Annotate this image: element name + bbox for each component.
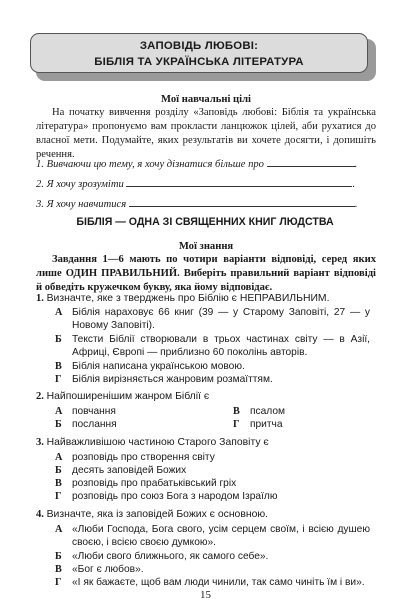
goal-end-1: .	[354, 159, 358, 170]
goal-blank-2[interactable]	[126, 176, 352, 187]
banner-title-line2: БІБЛІЯ ТА УКРАЇНСЬКА ЛІТЕРАТУРА	[94, 56, 304, 68]
goal-blank-3[interactable]	[129, 196, 355, 207]
q3-option-g[interactable]	[55, 490, 370, 503]
question-3	[36, 436, 376, 450]
q3-option-v[interactable]	[55, 477, 370, 490]
q3-option-a-text: розповідь про створення світу	[72, 452, 215, 463]
q2-option-a-letter[interactable]: А	[55, 406, 63, 417]
q1-option-g[interactable]	[55, 373, 370, 386]
q4-option-v[interactable]	[55, 563, 370, 576]
q2-option-v-text: псалом	[250, 406, 286, 417]
q4-option-a-text: «Люби Господа, Бога свого, усім серцем своїм, і всією душею своєю, і всією своєю думкою».	[72, 524, 370, 549]
q1-option-a[interactable]	[55, 306, 370, 333]
q3-option-b[interactable]	[55, 464, 370, 477]
question-4-number: 4.	[36, 509, 44, 520]
q3-option-a-letter[interactable]: А	[55, 452, 63, 463]
q1-option-b[interactable]	[55, 333, 370, 360]
q3-option-v-text: розповідь про прабатьківський гріх	[72, 478, 237, 489]
goal-line-2[interactable]	[36, 176, 376, 192]
q2-option-g[interactable]	[233, 418, 283, 431]
goal-end-2: .	[352, 179, 356, 190]
q1-option-g-text: Біблія вирізняється жанровим розмаїттям.	[72, 374, 273, 385]
instructions	[36, 253, 376, 295]
question-2	[36, 390, 376, 404]
q4-option-b[interactable]	[55, 550, 370, 563]
goal-end-3: .	[354, 199, 358, 210]
question-2-number: 2.	[36, 391, 44, 402]
question-1-number: 1.	[36, 293, 44, 304]
q4-option-a[interactable]	[55, 523, 370, 550]
goal-prompt-2: 2. Я хочу зрозуміти	[36, 179, 124, 190]
question-4	[36, 508, 376, 522]
q2-option-a[interactable]	[55, 405, 116, 418]
q1-option-g-letter[interactable]: Г	[55, 374, 62, 385]
question-1-text: Визначте, яке з тверджень про Біблію є НЕПРАВИЛЬНИМ.	[46, 293, 330, 304]
section-title: БІБЛІЯ — ОДНА ЗІ СВЯЩЕННИХ КНИГ ЛЮДСТВА	[76, 216, 334, 228]
q1-option-v-text: Біблія написана українською мовою.	[72, 361, 245, 372]
goal-line-1[interactable]	[36, 156, 376, 172]
goal-prompt-3: 3. Я хочу навчитися	[36, 199, 127, 210]
chapter-banner	[30, 33, 368, 73]
q2-option-g-letter[interactable]: Г	[233, 419, 240, 430]
question-3-text: Найважливішою частиною Старого Заповіту є	[46, 437, 269, 448]
page-number: 15	[200, 589, 211, 601]
q3-option-g-letter[interactable]: Г	[55, 491, 62, 502]
q4-option-v-letter[interactable]: В	[55, 564, 62, 575]
goal-blank-1[interactable]	[267, 156, 355, 167]
knowledge-heading: Мої знання	[178, 241, 234, 252]
q4-option-a-letter[interactable]: А	[55, 524, 63, 535]
q4-option-b-letter[interactable]: Б	[55, 551, 62, 562]
q3-option-b-text: десять заповідей Божих	[72, 465, 187, 476]
q3-option-b-letter[interactable]: Б	[55, 465, 62, 476]
q2-option-a-text: повчання	[72, 406, 116, 417]
instructions-text: Завдання 1—6 мають по чотири варіанти відповіді, серед яких лише ОДИН ПРАВИЛЬНИЙ. Виберіть правильний варіант відповіді й обведіть кружечком букву, яка йому відповідає.	[36, 254, 376, 293]
q2-option-g-text: притча	[250, 419, 283, 430]
q4-option-g-letter[interactable]: Г	[55, 577, 62, 588]
question-4-text: Визначте, яка із заповідей Божих є основною.	[46, 509, 269, 520]
q4-option-v-text: «Бог є любов».	[72, 564, 144, 575]
goals-intro-text: На початку вивчення розділу «Заповідь любові: Біблія та українська література» пропонуємо вам прокласти ланцюжок цілей, аби рухатися до власної мети. Подумайте, яких результатів ви хочете досягти, і допишіть речення.	[36, 107, 376, 160]
question-2-text: Найпоширенішим жанром Біблії є	[46, 391, 210, 402]
q1-option-b-text: Тексти Біблії створювали в трьох частинах світу — в Азії, Африці, Європі — приблизно 60 поколінь авторів.	[72, 334, 370, 359]
banner-title-line1: ЗАПОВІДЬ ЛЮБОВІ:	[139, 40, 259, 52]
q3-option-a[interactable]	[55, 451, 370, 464]
q2-option-v[interactable]	[233, 405, 285, 418]
goals-heading: Мої навчальні цілі	[160, 94, 251, 105]
goal-prompt-1: 1. Вивчаючи цю тему, я хочу дізнатися більше про	[36, 159, 264, 170]
question-1	[36, 292, 376, 306]
q1-option-v[interactable]	[55, 360, 370, 373]
q1-option-v-letter[interactable]: В	[55, 361, 62, 372]
q1-option-b-letter[interactable]: Б	[55, 334, 62, 345]
q3-option-g-text: розповідь про союз Бога з народом Ізраїлю	[72, 491, 278, 502]
q4-option-b-text: «Люби свого ближнього, як самого себе».	[72, 551, 269, 562]
q1-option-a-letter[interactable]: А	[55, 307, 63, 318]
q1-option-a-text: Біблія нараховує 66 книг (39 — у Старому Заповіті, 27 — у Новому Заповіті).	[72, 307, 370, 332]
q2-option-b-letter[interactable]: Б	[55, 419, 62, 430]
q4-option-g-text: «І як бажаєте, щоб вам люди чинили, так само чиніть їм і ви».	[72, 577, 365, 588]
question-3-number: 3.	[36, 437, 44, 448]
q3-option-v-letter[interactable]: В	[55, 478, 62, 489]
q2-option-b[interactable]	[55, 418, 117, 431]
goals-intro	[36, 106, 376, 162]
goal-line-3[interactable]	[36, 196, 376, 212]
q2-option-b-text: послання	[72, 419, 117, 430]
q2-option-v-letter[interactable]: В	[233, 406, 240, 417]
